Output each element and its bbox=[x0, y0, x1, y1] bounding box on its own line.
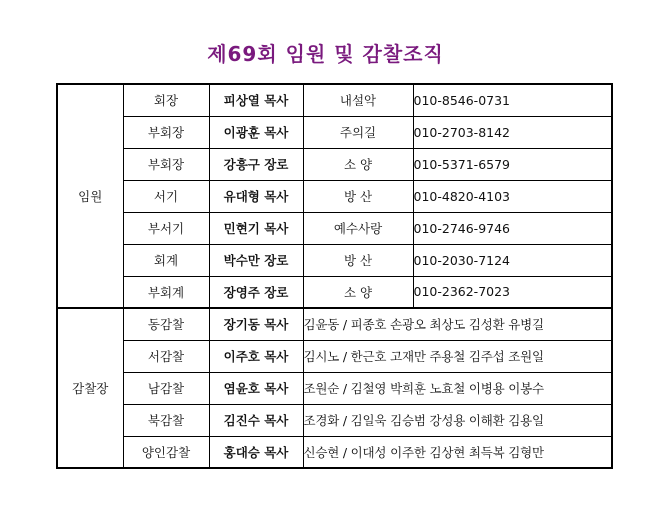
name-cell: 장영주 장로 bbox=[209, 276, 303, 308]
church-cell: 주의길 bbox=[303, 116, 413, 148]
table-row bbox=[57, 84, 612, 116]
name-cell: 강흥구 장로 bbox=[209, 148, 303, 180]
phone-cell: 010-5371-6579 bbox=[413, 148, 612, 180]
role-cell: 회계 bbox=[123, 244, 209, 276]
role-cell: 양인감찰 bbox=[123, 436, 209, 468]
church-cell: 방 산 bbox=[303, 244, 413, 276]
table-row bbox=[57, 404, 612, 436]
group-label-officers: 임원 bbox=[57, 84, 123, 308]
name-cell: 염윤호 목사 bbox=[209, 372, 303, 404]
role-cell: 부회장 bbox=[123, 116, 209, 148]
table-row bbox=[57, 436, 612, 468]
role-cell: 북감찰 bbox=[123, 404, 209, 436]
members-cell: 김시노 / 한근호 고재만 주용철 김주섭 조원일 bbox=[303, 340, 612, 372]
page-title: 제69회 임원 및 감찰조직 bbox=[207, 42, 444, 66]
table-row bbox=[57, 372, 612, 404]
role-cell: 동감찰 bbox=[123, 308, 209, 340]
members-cell: 김윤동 / 피종호 손광오 최상도 김성환 유병길 bbox=[303, 308, 612, 340]
name-cell: 민현기 목사 bbox=[209, 212, 303, 244]
members-cell: 조경화 / 김일욱 김승범 강성용 이해환 김용일 bbox=[303, 404, 612, 436]
name-cell: 이주호 목사 bbox=[209, 340, 303, 372]
table-row bbox=[57, 244, 612, 276]
name-cell: 홍대승 목사 bbox=[209, 436, 303, 468]
role-cell: 부서기 bbox=[123, 212, 209, 244]
table-row bbox=[57, 340, 612, 372]
table-row bbox=[57, 116, 612, 148]
church-cell: 내설악 bbox=[303, 84, 413, 116]
phone-cell: 010-2746-9746 bbox=[413, 212, 612, 244]
role-cell: 부회장 bbox=[123, 148, 209, 180]
church-cell: 소 양 bbox=[303, 276, 413, 308]
phone-cell: 010-2362-7023 bbox=[413, 276, 612, 308]
name-cell: 유대형 목사 bbox=[209, 180, 303, 212]
name-cell: 장기동 목사 bbox=[209, 308, 303, 340]
phone-cell: 010-2030-7124 bbox=[413, 244, 612, 276]
phone-cell: 010-2703-8142 bbox=[413, 116, 612, 148]
table-row bbox=[57, 212, 612, 244]
phone-cell: 010-8546-0731 bbox=[413, 84, 612, 116]
role-cell: 부회계 bbox=[123, 276, 209, 308]
table-row bbox=[57, 180, 612, 212]
church-cell: 방 산 bbox=[303, 180, 413, 212]
role-cell: 남감찰 bbox=[123, 372, 209, 404]
name-cell: 박수만 장로 bbox=[209, 244, 303, 276]
name-cell: 이광훈 목사 bbox=[209, 116, 303, 148]
members-cell: 조원순 / 김철영 박희훈 노효철 이병용 이봉수 bbox=[303, 372, 612, 404]
church-cell: 예수사랑 bbox=[303, 212, 413, 244]
organization-table bbox=[56, 83, 613, 469]
group-label-inspectors: 감찰장 bbox=[57, 308, 123, 468]
role-cell: 회장 bbox=[123, 84, 209, 116]
role-cell: 서기 bbox=[123, 180, 209, 212]
members-cell: 신승현 / 이대성 이주한 김상현 최득복 김형만 bbox=[303, 436, 612, 468]
church-cell: 소 양 bbox=[303, 148, 413, 180]
table-row bbox=[57, 148, 612, 180]
table-row bbox=[57, 276, 612, 308]
name-cell: 김진수 목사 bbox=[209, 404, 303, 436]
name-cell: 피상열 목사 bbox=[209, 84, 303, 116]
role-cell: 서감찰 bbox=[123, 340, 209, 372]
phone-cell: 010-4820-4103 bbox=[413, 180, 612, 212]
table-row bbox=[57, 308, 612, 340]
